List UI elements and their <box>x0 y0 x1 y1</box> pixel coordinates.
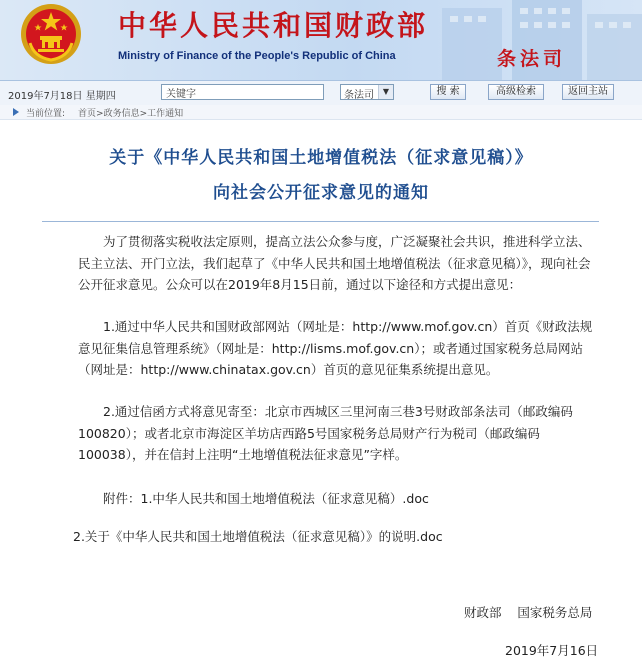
breadcrumb-label: 当前位置: <box>26 109 66 119</box>
toolbar <box>0 80 642 106</box>
breadcrumb <box>0 105 642 120</box>
breadcrumb-path <box>78 106 183 119</box>
return-home-button[interactable]: 返回主站 <box>562 84 614 100</box>
search-scope-value: 条法司 <box>344 90 374 101</box>
attachment-link-1[interactable]: 附件：1.中华人民共和国土地增值税法（征求意见稿）.doc <box>103 491 429 506</box>
attachment-link-2[interactable]: 2.关于《中华人民共和国土地增值税法（征求意见稿）》的说明.doc <box>73 529 443 544</box>
location-arrow-icon <box>12 108 20 116</box>
article-title-line1: 关于《中华人民共和国土地增值税法（征求意见稿）》 <box>109 148 533 168</box>
site-subtitle: Ministry of Finance of the People's Republic of China <box>118 50 396 62</box>
department-name: 条法司 <box>497 48 567 70</box>
method-item-2: 2.通过信函方式将意见寄至：北京市西城区三里河南三巷3号财政部条法司（邮政编码100820）；或者北京市海淀区羊坊店西路5号国家税务总局财产行为税司（邮政编码100038），并在信封上注明“土地增值税法征求意见”字样。 <box>78 404 573 463</box>
search-scope-select[interactable] <box>340 84 394 100</box>
breadcrumb-item-government-info[interactable]: 政务信息 <box>103 109 140 119</box>
chevron-down-icon: ▼ <box>378 85 393 99</box>
method-item-1: 1.通过中华人民共和国财政部网站（网址是：http://www.mof.gov.cn）首页《财政法规意见征集信息管理系统》（网址是：http://lisms.mof.gov.cn）；或者通过国家税务总局网站（网址是：http://www.chinatax.gov.cn）首页的意见征集系统提出意见。 <box>78 319 593 378</box>
breadcrumb-separator: > <box>139 109 148 119</box>
search-input[interactable] <box>161 84 324 100</box>
intro-paragraph: 为了贯彻落实税收法定原则，提高立法公众参与度，广泛凝聚社会共识，推进科学立法、民主立法、开门立法，我们起草了《中华人民共和国土地增值税法（征求意见稿）》，现向社会公开征求意见。公众可以在2019年8月15日前，通过以下途径和方式提出意见： <box>78 234 591 293</box>
current-date: 2019年7月18日 星期四 <box>8 91 116 102</box>
advanced-search-button[interactable]: 高级检索 <box>488 84 544 100</box>
national-emblem-icon <box>20 3 82 65</box>
search-button[interactable]: 搜 索 <box>430 84 466 100</box>
article-title-line2: 向社会公开征求意见的通知 <box>213 183 429 203</box>
breadcrumb-item-home[interactable]: 首页 <box>78 109 97 119</box>
site-title: 中华人民共和国财政部 <box>118 9 429 42</box>
site-header <box>0 0 642 80</box>
title-divider <box>42 221 599 222</box>
breadcrumb-item-work-notice[interactable]: 工作通知 <box>147 109 184 119</box>
sign-date: 2019年7月16日 <box>505 643 599 658</box>
signature: 财政部 国家税务总局 <box>464 605 593 620</box>
breadcrumb-separator: > <box>96 109 104 119</box>
